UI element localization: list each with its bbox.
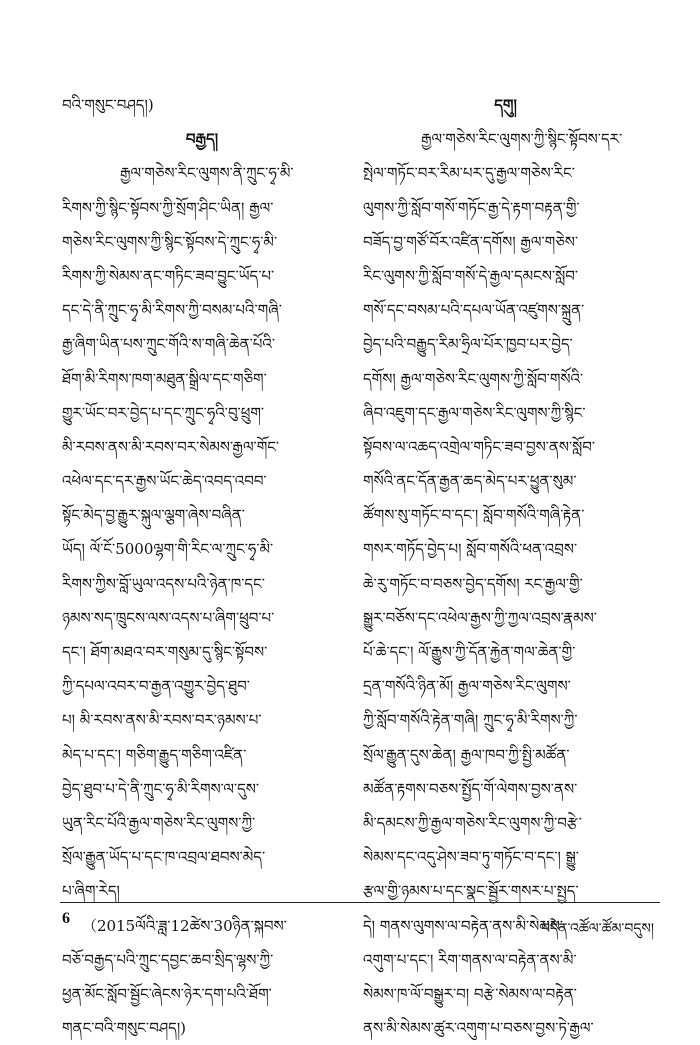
text-line: བྱེད་ཐུབ་པ་དེ་ནི་ཀྲུང་ཧྭ་མི་རིགས་ལ་དུས་ [62, 779, 260, 798]
text-line: རིགས་ཀྱི་སྙིང་སྟོབས་ཀྱི་སྲོག་ཤིང་ཡིན། རྒྱལ་ [62, 198, 274, 217]
text-line: སྟོབས་ལ་འཆད་འགྲེལ་གཏིང་ཟབ་བྱས་ནས་སློབ་ [363, 437, 596, 456]
text-line: པ། མི་རབས་ནས་མི་རབས་བར་ཉམས་པ་ [62, 711, 262, 730]
text-line: གནང་བའི་གསུང་བཤད།) [62, 1019, 187, 1038]
text-line: འགུག་པ་དང་། རིག་གནས་ལ་བརྟེན་ནས་མི་ [363, 950, 577, 969]
text-line: གསར་གཏོད་བྱེད་པ། སློབ་གསོའི་ཕན་འབྲས་ [363, 540, 578, 559]
text-line: སྤེལ་གཏོང་བར་རིམ་པར་དུ་རྒྱལ་གཅེས་རིང་ [363, 164, 575, 183]
text-line: གསོ་དང་བསམ་པའི་དཔལ་ཡོན་འཛུགས་སྐྲུན་ [363, 301, 585, 320]
text-line: སྟོང་མེད་བྱ་རྒྱུར་སྐུལ་ལྕག་ཞེས་བཞིན་ [62, 506, 245, 525]
text-line: ཆེ་རུ་གཏོང་བ་བཅས་བྱེད་དགོས། རང་རྒྱལ་གྱི་ [363, 574, 583, 593]
text-line: རིགས་ཀྱིས་བློ་ཡུལ་འདས་པའི་ཉེན་ཁ་དང་ [62, 574, 265, 593]
text-line: སྲོལ་རྒྱུན་ཡོད་པ་དང་ཁ་འབྲལ་ཐབས་མེད་ [62, 848, 266, 867]
section-heading: བརྒྱད། [185, 130, 219, 149]
text-line: སེམས་ཁ་ལོ་བསྒྱུར་བ། བརྩེ་སེམས་ལ་བརྟེན་ [363, 984, 577, 1003]
text-line: རྒྱལ་གཅེས་རིང་ལུགས་ནི་ཀྲུང་ཧྭ་མི་ [120, 164, 294, 183]
footer-divider [60, 902, 660, 903]
text-line: ནས་མི་སེམས་ཚུར་འགུག་པ་བཅས་བྱས་ཏེ་རྒྱལ་ [363, 1019, 594, 1038]
text-line: ཉམས་སད་ཁྲུངས་ལས་འདས་པ་ཞིག་ཕྲུབ་པ་ [62, 608, 275, 627]
page-number: 6 [62, 910, 70, 927]
text-line: བཟོད་བྱ་གཙོ་བོར་འཛིན་དགོས། རྒྱལ་གཅེས་ [363, 232, 579, 251]
text-line: གསོའི་ནང་དོན་རྒྱན་ཆད་མེད་པར་ཕྱུན་སུམ་ [363, 472, 577, 491]
text-line: ཡུན་རིང་པོའི་རྒྱལ་གཅེས་རིང་ལུགས་ཀྱི་ [62, 813, 256, 832]
text-line: བའི་གསུང་བཤད།) [62, 96, 154, 114]
section-heading: དགུ། [494, 96, 517, 114]
text-line: སྒྱུར་བཅོས་དང་འཕེལ་རྒྱས་ཀྱི་ཀྱལ་འབྲས་རྣམས་ [363, 608, 597, 627]
text-line: མི་རབས་ནས་མི་རབས་བར་སེམས་རྒྱལ་གོང་ [62, 437, 280, 456]
text-line: སེམས་དང་འདུ་ཤེས་ཟབ་ཏུ་གཏོང་བ་དང་། སྒྱུ་ [363, 848, 579, 867]
text-line: དེ། གནས་ལུགས་ལ་བརྟེན་ནས་མི་སེམས་ [363, 916, 564, 935]
text-line: ཕྱན་མོང་སློབ་སྦྱོང་ཞེངས་ཉེར་དག་པའི་ཐོག་ [62, 984, 272, 1003]
text-line: དགོས། རྒྱལ་གཅེས་རིང་ལུགས་ཀྱི་སློབ་གསོའི་ [363, 369, 584, 388]
text-line: རྒྱ་ཞིག་ཡིན་པས་ཀྲུང་གོའི་ས་གཞི་ཆེན་པོའི་ [62, 335, 276, 354]
text-line: གཅེས་རིང་ལུགས་ཀྱི་སྙིང་སྟོབས་དེ་ཀྲུང་ཧྭ་མི་ [62, 232, 278, 251]
text-line: ཞིབ་འཇུག་དང་རྒྱལ་གཅེས་རིང་ལུགས་ཀྱི་སྙིང་ [363, 403, 586, 422]
text-line: （2015ལོའི་ཟླ་12ཚེས་30ཉིན་སྐབས་ [82, 916, 287, 935]
text-line: རིང་ལུགས་ཀྱི་སློབ་གསོ་དེ་རྒྱལ་དམངས་སློབ་ [363, 266, 578, 285]
text-line: དང་དེ་ནི་ཀྲུང་ཧྭ་མི་རིགས་ཀྱི་བསམ་པའི་གཞི་ [62, 301, 282, 320]
text-line: འཕེལ་དང་དར་རྒྱས་ཡོང་ཆེད་འབད་འབབ་ [62, 472, 267, 491]
text-line: ཐོག་མི་རིགས་ཁག་མཐུན་སྒྲིལ་དང་གཅིག་ [62, 369, 267, 388]
text-line: དྲན་གསོའི་ཉིན་མོ། རྒྱལ་གཅེས་རིང་ལུགས་ [363, 677, 571, 696]
text-line: པོ་ཆེ་དང་། ལོ་རྒྱུས་ཀྱི་དོན་རྐྱེན་གལ་ཆེན་གྱི་ [363, 643, 576, 661]
text-line: སྲོལ་རྒྱུན་དུས་ཆེན། རྒྱལ་ཁབ་ཀྱི་སྤྱི་མཚོན་ [363, 745, 570, 764]
running-title: བདེན་འཚོལ་ཚོམ་བདུས། [541, 921, 654, 937]
text-line: བཅོ་བརྒྱད་པའི་ཀྲུང་དབྱང་ཆབ་སྲིད་ལྷས་ཀྱི་ [62, 950, 274, 969]
text-line: ཀྱི་སློབ་གསོའི་རྟེན་གཞི། ཀྲུང་ཧྭ་མི་རིགས་ཀྱི་ [363, 711, 578, 730]
text-line: དང་། ཐོག་མཐའ་བར་གསུམ་དུ་སྙིང་སྟོབས་ [62, 643, 268, 661]
text-line: ཀྱི་དཔལ་འབར་བ་རྒྱན་འགྱུར་བྱེད་ཐུབ་ [62, 677, 250, 696]
text-line: བྱེད་པའི་བརྒྱུད་རིམ་ཧྲིལ་པོར་ཁྱབ་པར་བྱེད་ [363, 335, 573, 354]
text-line: ལུགས་ཀྱི་སློབ་གསོ་གཏོང་རྒྱ་དེ་རྟག་བརྟན་གྱི་ [363, 198, 580, 217]
text-line: ཡོད། ལོ་ངོ་5000ལྷག་གི་རིང་ལ་ཀྲུང་ཧྭ་མི་ [62, 540, 274, 559]
text-line: མེད་པ་དང་། གཅིག་རྒྱུད་གཅིག་འཛིན་ [62, 745, 247, 764]
text-line: པ་ཞིག་རེད། [62, 882, 120, 901]
text-line: རྩལ་གྱི་ཉམས་པ་དང་སྣང་སྦྱོར་གསར་པ་སྤྱད་ [363, 882, 579, 901]
text-line: མཚོན་རྟགས་བཅས་སྤྱོད་གོ་ལེགས་བྱས་ནས་ [363, 779, 578, 798]
text-line: རྒྱལ་གཅེས་རིང་ལུགས་ཀྱི་སྙིང་སྟོབས་དར་ [421, 130, 623, 149]
text-line: གྱུར་ཡོང་བར་བྱེད་པ་དང་ཀྲུང་ཧྭའི་བུ་ཕྲུག་ [62, 403, 265, 422]
text-line: མི་དམངས་ཀྱི་རྒྱལ་གཅེས་རིང་ལུགས་ཀྱི་བརྩེ་ [363, 813, 582, 832]
text-line: ཚོགས་སུ་གཏོང་བ་དང་། སློབ་གསོའི་གཞི་རྟེན་ [363, 506, 585, 525]
text-line: རིགས་ཀྱི་སེམས་ནང་གཏིང་ཟབ་བྱུང་ཡོད་པ་ [62, 266, 275, 285]
